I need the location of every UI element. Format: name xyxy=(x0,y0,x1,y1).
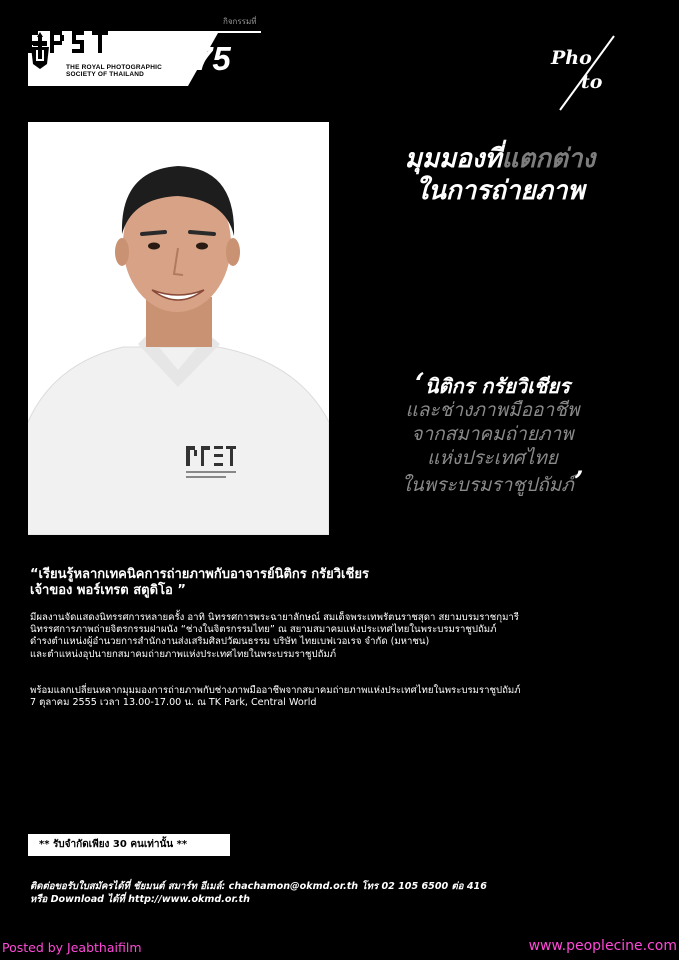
logo-subtitle-line2: SOCIETY OF THAILAND xyxy=(66,71,145,78)
speaker-line: และช่างภาพมืออาชีพ xyxy=(405,399,580,421)
headline-line1-gray: แตกต่าง xyxy=(501,144,596,174)
download-line: หรือ Download ได้ที่ http://www.okmd.or.th xyxy=(30,894,250,905)
rpst-logo xyxy=(28,31,138,53)
speaker-name-row xyxy=(360,367,625,400)
bio-paragraph xyxy=(30,612,650,661)
contact-line: ติดต่อขอรับใบสมัครได้ที่ ชัยมนต์ สมาร์ท อีเมล์: chachamon@okmd.or.th โทร 02 105 6500 ต่อ 416 xyxy=(30,881,487,892)
headline-line2: ในการถ่ายภาพ xyxy=(415,176,585,206)
portrait-illustration xyxy=(28,122,329,535)
speaker-line-last xyxy=(360,465,625,498)
speaker-block xyxy=(360,367,625,498)
issue-number: 75 xyxy=(194,40,231,77)
quote-title xyxy=(30,567,630,599)
event-info xyxy=(30,685,650,709)
quote-title-line1: “เรียนรู้หลากเทคนิคการถ่ายภาพกับอาจารย์นิติกร กรัยวิเชียร xyxy=(30,567,369,582)
headline-line1-white: มุมมองที่ xyxy=(404,144,502,174)
contact-info xyxy=(30,880,650,906)
event-line: พร้อมแลกเปลี่ยนหลากมุมมองการถ่ายภาพกับช่างภาพมืออาชีพจากสมาคมถ่ายภาพแห่งประเทศไทยในพระบรมราชูปถัมภ์ xyxy=(30,685,521,696)
quote-title-line2: เจ้าของ พอร์เทรต สตูดิโอ ” xyxy=(30,583,186,598)
bio-line: มีผลงานจัดแสดงนิทรรศการหลายครั้ง อาทิ นิทรรศการพระฉายาลักษณ์ สมเด็จพระเทพรัตนราชสุดา สยามบรมราชกุมารี xyxy=(30,612,519,623)
speaker-line: จากสมาคมถ่ายภาพ xyxy=(411,423,574,445)
activity-label: กิจกรรมที่ xyxy=(223,17,257,26)
limit-notice-badge: ** รับจำกัดเพียง 30 คนเท่านั้น ** xyxy=(28,834,230,856)
speaker-close-quote: ’ xyxy=(573,465,584,498)
speaker-line: แห่งประเทศไทย xyxy=(427,447,558,469)
bio-line: ดำรงตำแหน่งผู้อำนวยการสำนักงานส่งเสริมศิลปวัฒนธรรม บริษัท ไทยเบฟเวอเรจ จำกัด (มหาชน) xyxy=(30,636,430,648)
photo-mark xyxy=(548,34,618,112)
bio-line: และตำแหน่งอุปนายกสมาคมถ่ายภาพแห่งประเทศไทยในพระบรมราชูปถัมภ์ xyxy=(30,648,337,660)
speaker-open-quote: ‘ xyxy=(415,367,425,400)
headline xyxy=(380,143,620,207)
logo-subtitle-line1: THE ROYAL PHOTOGRAPHIC xyxy=(66,64,163,71)
posted-by-watermark: Posted by Jeabthaifilm xyxy=(2,940,142,955)
photo-mark-text-a: Pho xyxy=(551,47,592,69)
speaker-line-text: ในพระบรมราชูปถัมภ์ xyxy=(401,474,574,496)
site-watermark: www.peoplecine.com xyxy=(528,938,677,954)
headline-line1 xyxy=(380,143,620,175)
bio-line: นิทรรศการภาพถ่ายจิตรกรรมฝาผนัง “ช่างในจิตรกรรมไทย” ณ สยามสมาคมแห่งประเทศไทยในพระบรมราชูปถัมภ์ xyxy=(30,624,497,636)
event-date-line: 7 ตุลาคม 2555 เวลา 13.00-17.00 น. ณ TK Park, Central World xyxy=(30,697,317,709)
photo-mark-text-b: to xyxy=(581,71,603,93)
speaker-portrait xyxy=(28,122,329,535)
speaker-name: นิติกร กรัยวิเชียร xyxy=(424,374,570,398)
